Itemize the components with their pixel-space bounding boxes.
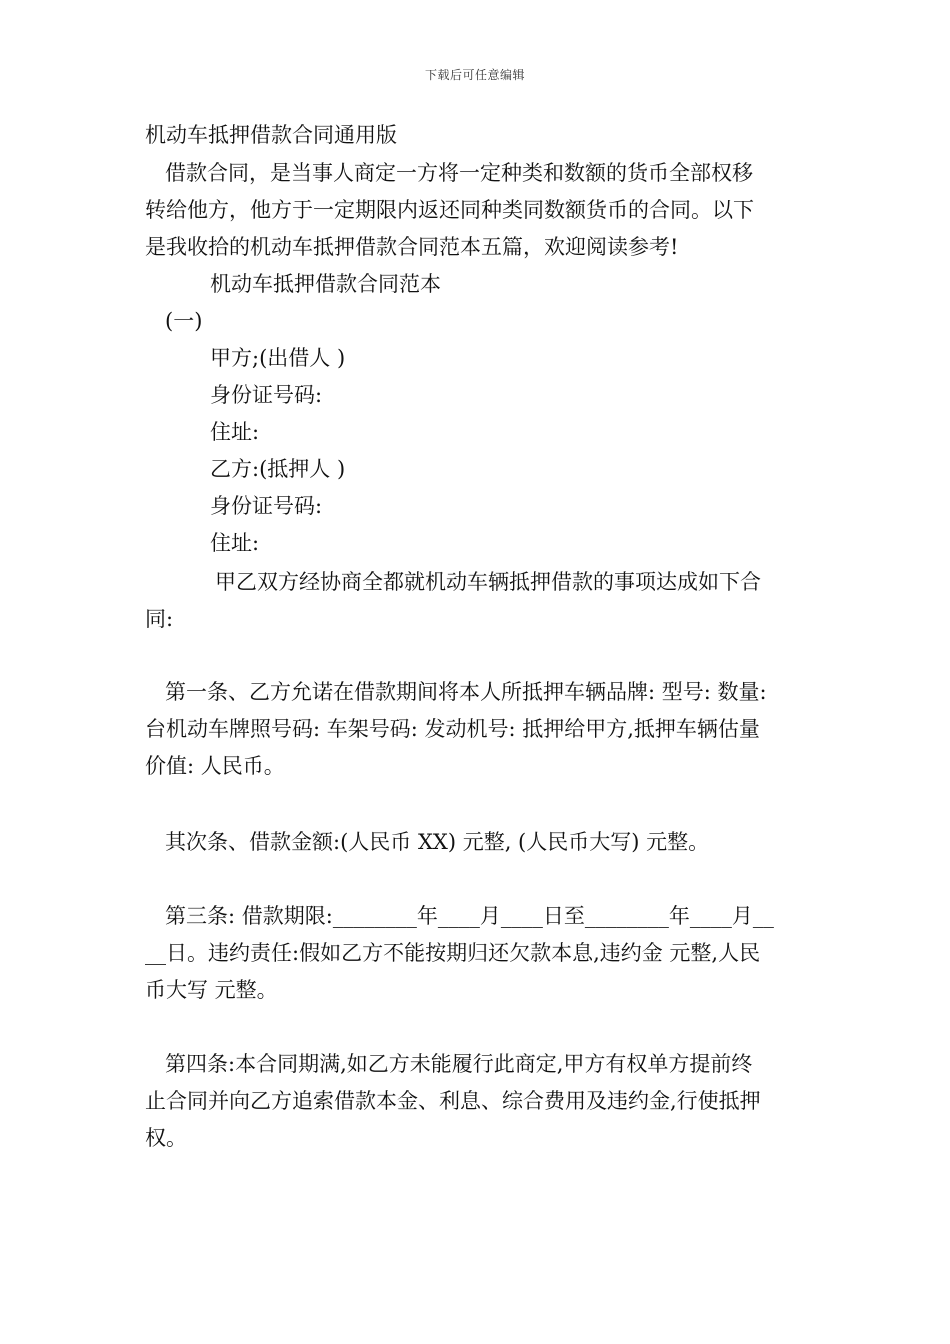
article-1-line-1: 第一条、乙方允诺在借款期间将本人所抵押车辆品牌: 型号: 数量: [165, 680, 767, 704]
article-4-line-3: 权。 [145, 1126, 187, 1150]
party-a-address-label: 住址: [210, 420, 260, 444]
intro-line-1: 借款合同，是当事人商定一方将一定种类和数额的货币全部权移 [165, 161, 753, 185]
article-3-line-3: 币大写 元整。 [145, 978, 278, 1002]
article-4-line-2: 止合同并向乙方追索借款本金、利息、综合费用及违约金,行使抵押 [145, 1089, 761, 1113]
party-b-label: 乙方:(抵押人 ) [210, 457, 346, 481]
intro-line-3: 是我收拾的机动车抵押借款合同范本五篇，欢迎阅读参考! [145, 235, 679, 259]
sample-number: (一) [165, 309, 203, 333]
document-title: 机动车抵押借款合同通用版 [145, 123, 397, 147]
article-1-line-2: 台机动车牌照号码: 车架号码: 发动机号: 抵押给甲方,抵押车辆估量 [145, 717, 760, 741]
article-3-line-2: __日。违约责任:假如乙方不能按期归还欠款本息,违约金 元整,人民 [145, 941, 761, 965]
party-a-label: 甲方;(出借人 ) [210, 346, 346, 370]
party-a-id-label: 身份证号码: [210, 383, 323, 407]
article-1-line-3: 价值: 人民币。 [145, 754, 285, 778]
page-header-note: 下载后可任意编辑 [424, 68, 525, 82]
agreement-intro-line-2: 同: [145, 607, 174, 631]
article-4-line-1: 第四条:本合同期满,如乙方未能履行此商定,甲方有权单方提前终 [165, 1052, 753, 1076]
party-b-address-label: 住址: [210, 531, 260, 555]
sample-title: 机动车抵押借款合同范本 [210, 272, 441, 296]
intro-line-2: 转给他方，他方于一定期限内返还同种类同数额货币的合同。以下 [145, 198, 754, 222]
article-2: 其次条、借款金额:(人民币 XX) 元整, (人民币大写) 元整。 [165, 830, 710, 854]
party-b-id-label: 身份证号码: [210, 494, 323, 518]
agreement-intro-line-1: 甲乙双方经协商全都就机动车辆抵押借款的事项达成如下合 [215, 570, 761, 594]
article-3-line-1: 第三条: 借款期限:________年____月____日至________年____月__ [165, 904, 774, 928]
